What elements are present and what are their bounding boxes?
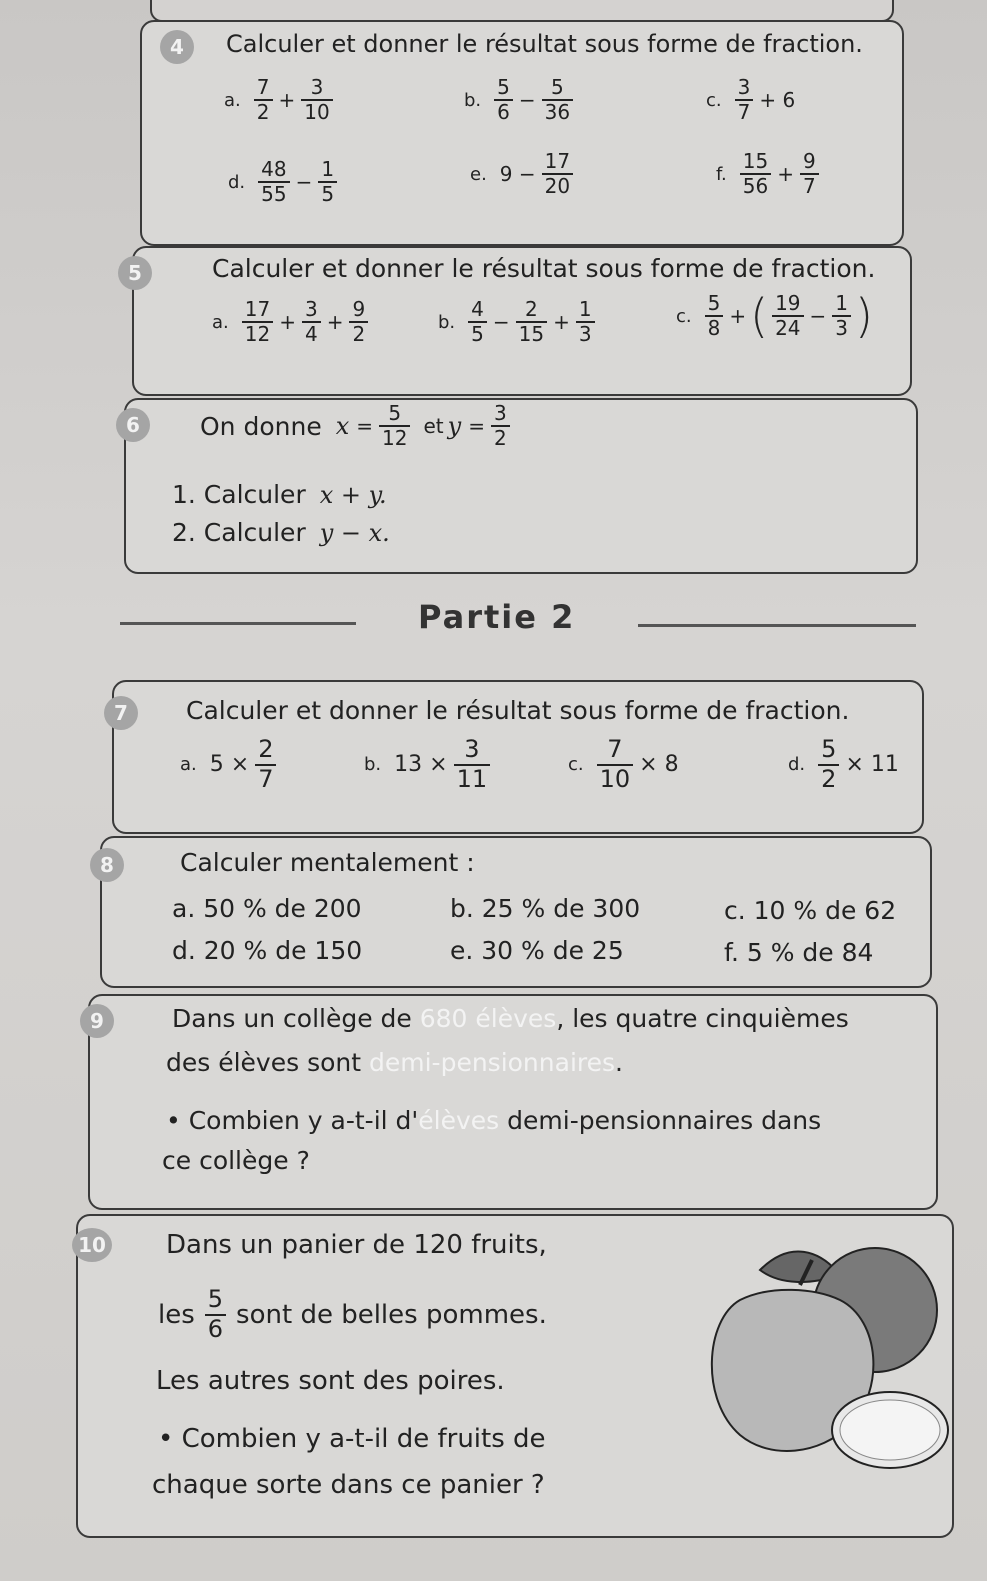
item-label: b. [464, 89, 482, 111]
numerator: 7 [256, 75, 270, 99]
intro-text: On donne [200, 411, 322, 441]
faded-text: demi-pensionnaires [369, 1048, 616, 1077]
fraction [301, 76, 332, 124]
operator: + [279, 310, 296, 334]
exercise-8-title: Calculer mentalement : [180, 848, 475, 877]
exercise-7-a [180, 736, 279, 793]
item-label: c. [568, 754, 584, 776]
item-label: a. [212, 311, 229, 333]
question-text: 1. Calculer [172, 480, 306, 509]
exercise-6-question-1 [172, 480, 391, 509]
denominator: 55 [258, 181, 289, 206]
numerator: 9 [802, 149, 816, 173]
numerator: 4 [471, 297, 484, 321]
operator-term: + 6 [759, 88, 796, 112]
item-label: c. [676, 305, 692, 327]
exercise-8-item-e: e. 30 % de 25 [450, 936, 624, 965]
fraction [542, 150, 573, 198]
fraction-x [379, 402, 410, 450]
item-label: a. [180, 754, 197, 776]
fraction-y [491, 402, 510, 450]
expression: y − x. [319, 518, 390, 547]
exercise-8-item-d: d. 20 % de 150 [172, 936, 363, 965]
numerator: 2 [525, 297, 538, 321]
exercise-9-line-4: ce collège ? [162, 1146, 310, 1175]
fraction [254, 76, 273, 124]
exercise-5-b [438, 298, 598, 346]
numerator: 17 [544, 149, 571, 173]
exercise-6-intro-line [200, 402, 513, 450]
exercise-5-a [212, 298, 371, 346]
numerator: 17 [244, 297, 271, 321]
denominator: 11 [454, 764, 491, 794]
fraction [735, 76, 754, 124]
denominator: 6 [494, 99, 513, 124]
item-label: d. [228, 171, 246, 193]
exercise-5-number: 5 [118, 256, 152, 290]
denominator: 3 [832, 315, 851, 340]
fraction [542, 76, 573, 124]
denominator: 2 [818, 764, 839, 794]
fraction [818, 736, 839, 793]
apple-illustration [700, 1230, 950, 1490]
numerator: 3 [464, 735, 480, 763]
right-parenthesis: ) [855, 289, 873, 343]
denominator: 15 [516, 321, 547, 346]
exercise-9-line-1 [172, 1004, 849, 1033]
exercise-5-title: Calculer et donner le résultat sous forme de fraction. [212, 254, 876, 283]
variable-y: y [447, 412, 462, 440]
operator-term: × 11 [845, 752, 899, 778]
equals-sign: = [356, 414, 374, 438]
denominator: 56 [740, 173, 771, 198]
operator-term: 9 − [499, 162, 536, 186]
left-parenthesis: ( [750, 289, 769, 343]
exercise-10-line-5: chaque sorte dans ce panier ? [152, 1470, 545, 1500]
text: les [158, 1299, 195, 1330]
fraction [242, 298, 273, 346]
exercise-5-c [676, 289, 874, 343]
fraction [205, 1286, 226, 1343]
text: • Combien y a-t-il d' [166, 1106, 419, 1135]
text: des élèves sont [166, 1048, 369, 1077]
exercise-8-item-a: a. 50 % de 200 [172, 894, 362, 923]
fraction [454, 736, 491, 793]
operator: − [809, 304, 827, 328]
fraction [772, 292, 803, 340]
operator: + [553, 310, 570, 334]
exercise-4-f [716, 150, 822, 198]
denominator: 2 [349, 321, 368, 346]
denominator: 20 [542, 173, 573, 198]
operator: − [518, 88, 536, 112]
operator: + [777, 162, 794, 186]
fraction [318, 158, 337, 206]
denominator: 4 [302, 321, 321, 346]
exercise-10-line-1: Dans un panier de 120 fruits, [166, 1230, 547, 1260]
fraction [597, 736, 634, 793]
exercise-10-line-2 [158, 1286, 547, 1343]
fraction [800, 150, 819, 198]
fraction [516, 298, 547, 346]
expression: x + y. [319, 480, 387, 509]
numerator: 3 [493, 401, 507, 425]
fraction [302, 298, 321, 346]
item-label: b. [438, 311, 456, 333]
fraction [255, 736, 276, 793]
partie-2-heading: Partie 2 [418, 598, 576, 636]
numerator: 5 [388, 401, 402, 425]
numerator: 19 [775, 291, 801, 315]
denominator: 6 [205, 1314, 226, 1344]
faded-text: 680 élèves [419, 1004, 557, 1033]
previous-box-edge [150, 0, 894, 22]
numerator: 9 [352, 297, 366, 321]
exercise-9-line-2 [166, 1048, 623, 1077]
operator: − [295, 170, 313, 194]
equals-sign: = [468, 414, 485, 438]
denominator: 7 [255, 764, 276, 794]
numerator: 1 [578, 297, 592, 321]
numerator: 3 [310, 75, 324, 99]
exercise-4-b [464, 76, 576, 124]
denominator: 2 [491, 425, 510, 450]
fraction [705, 292, 724, 340]
numerator: 5 [497, 75, 510, 99]
exercise-7-b [364, 736, 493, 793]
operator: + [278, 88, 296, 112]
fraction [576, 298, 595, 346]
denominator: 8 [705, 315, 724, 340]
exercise-10-line-3: Les autres sont des poires. [156, 1366, 505, 1396]
denominator: 7 [735, 99, 754, 124]
denominator: 36 [542, 99, 573, 124]
exercise-9-line-3 [166, 1106, 821, 1135]
numerator: 5 [207, 1285, 224, 1313]
exercise-10-number: 10 [72, 1228, 112, 1262]
fraction [740, 150, 771, 198]
exercise-9-number: 9 [80, 1004, 114, 1038]
exercise-7-number: 7 [104, 696, 138, 730]
fraction [494, 76, 513, 124]
question-text: 2. Calculer [172, 518, 306, 547]
fraction [468, 298, 487, 346]
numerator: 1 [321, 157, 335, 181]
exercise-6-question-2 [172, 518, 394, 547]
exercise-4-title: Calculer et donner le résultat sous forme de fraction. [226, 30, 863, 58]
exercise-4-number: 4 [160, 30, 194, 64]
operator: − [492, 310, 510, 334]
exercise-8-item-c: c. 10 % de 62 [724, 896, 897, 925]
denominator: 5 [318, 181, 337, 206]
numerator: 7 [607, 735, 623, 763]
variable-x: x [335, 412, 350, 440]
item-label: e. [470, 163, 487, 185]
text: Dans un collège de [172, 1004, 420, 1033]
exercise-7-title: Calculer et donner le résultat sous forme de fraction. [186, 696, 850, 725]
denominator: 12 [379, 425, 410, 450]
fraction [349, 298, 368, 346]
exercise-8-item-f: f. 5 % de 84 [724, 938, 874, 967]
partie-2-left-rule [120, 622, 356, 625]
operator-term: × 8 [639, 752, 679, 778]
numerator: 2 [258, 735, 274, 763]
item-label: c. [706, 89, 722, 111]
denominator: 2 [254, 99, 273, 124]
exercise-4-c [706, 76, 798, 124]
text: demi-pensionnaires dans [499, 1106, 822, 1135]
operator: + [326, 310, 344, 334]
operator: + [729, 304, 747, 328]
denominator: 5 [468, 321, 487, 346]
text: , les quatre cinquièmes [556, 1004, 849, 1033]
exercise-4-e [470, 150, 576, 198]
numerator: 15 [742, 149, 769, 173]
item-label: b. [364, 754, 382, 776]
text: . [615, 1048, 623, 1077]
exercise-10-line-4: • Combien y a-t-il de fruits de [158, 1424, 546, 1454]
fraction [832, 292, 851, 340]
text: sont de belles pommes. [236, 1299, 547, 1330]
item-label: f. [716, 163, 727, 185]
numerator: 3 [304, 297, 318, 321]
numerator: 5 [821, 735, 837, 763]
and-text: et [423, 414, 444, 438]
operator-term: 13 × [394, 752, 448, 778]
exercise-7-d [788, 736, 902, 793]
item-label: a. [224, 89, 241, 111]
partie-2-right-rule [638, 624, 916, 627]
exercise-4-d [228, 158, 340, 206]
numerator: 5 [707, 291, 721, 315]
faded-text: élèves [418, 1106, 500, 1135]
item-label: d. [788, 754, 806, 776]
exercise-6-number: 6 [116, 408, 150, 442]
exercise-4-a [224, 76, 336, 124]
denominator: 7 [800, 173, 819, 198]
denominator: 10 [597, 764, 634, 794]
exercise-8-number: 8 [90, 848, 124, 882]
exercise-8-item-b: b. 25 % de 300 [450, 894, 641, 923]
denominator: 24 [772, 315, 803, 340]
denominator: 3 [576, 321, 595, 346]
numerator: 5 [551, 75, 564, 99]
exercise-7-c [568, 736, 682, 793]
fraction [258, 158, 289, 206]
denominator: 10 [301, 99, 332, 124]
numerator: 48 [261, 157, 287, 181]
numerator: 3 [737, 75, 751, 99]
apple-slice-skin [840, 1400, 940, 1460]
operator-term: 5 × [209, 752, 250, 778]
numerator: 1 [835, 291, 849, 315]
denominator: 12 [242, 321, 273, 346]
